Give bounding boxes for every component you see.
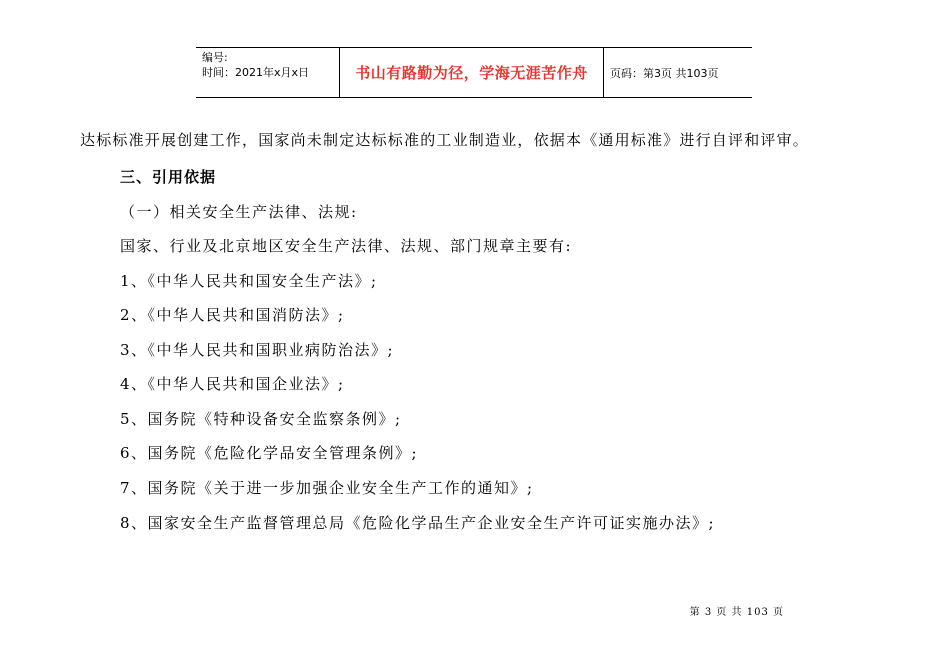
header-time-label: 时间：2021年x月x日 bbox=[202, 66, 310, 79]
header-number-label: 编号: bbox=[202, 51, 228, 64]
list-item: 8、国家安全生产监督管理总局《危险化学品生产企业安全生产许可证实施办法》; bbox=[120, 514, 716, 532]
list-item: 6、国务院《危险化学品安全管理条例》; bbox=[120, 444, 419, 462]
list-item: 3、《中华人民共和国职业病防治法》; bbox=[120, 341, 395, 359]
intro-line: 国家、行业及北京地区安全生产法律、法规、部门规章主要有: bbox=[120, 237, 573, 255]
subsection-heading: （一）相关安全生产法律、法规: bbox=[120, 203, 358, 221]
continuation-paragraph: 达标标准开展创建工作，国家尚未制定达标标准的工业制造业，依据本《通用标准》进行自评和评审。 bbox=[80, 131, 810, 149]
list-item: 4、《中华人民共和国企业法》; bbox=[120, 375, 345, 393]
list-item: 5、国务院《特种设备安全监察条例》; bbox=[120, 410, 402, 428]
header-page-label: 页码：第3页 共103页 bbox=[610, 66, 719, 80]
header-info-cell bbox=[196, 48, 340, 97]
list-item: 7、国务院《关于进一步加强企业安全生产工作的通知》; bbox=[120, 479, 534, 497]
header-motto: 书山有路勤为径，学海无涯苦作舟 bbox=[340, 48, 604, 97]
list-item: 2、《中华人民共和国消防法》; bbox=[120, 306, 345, 324]
section-title: 三、引用依据 bbox=[120, 168, 217, 186]
list-item: 1、《中华人民共和国安全生产法》; bbox=[120, 272, 378, 290]
page-header bbox=[196, 47, 752, 98]
page-footer: 第 3 页 共 103 页 bbox=[689, 607, 784, 618]
